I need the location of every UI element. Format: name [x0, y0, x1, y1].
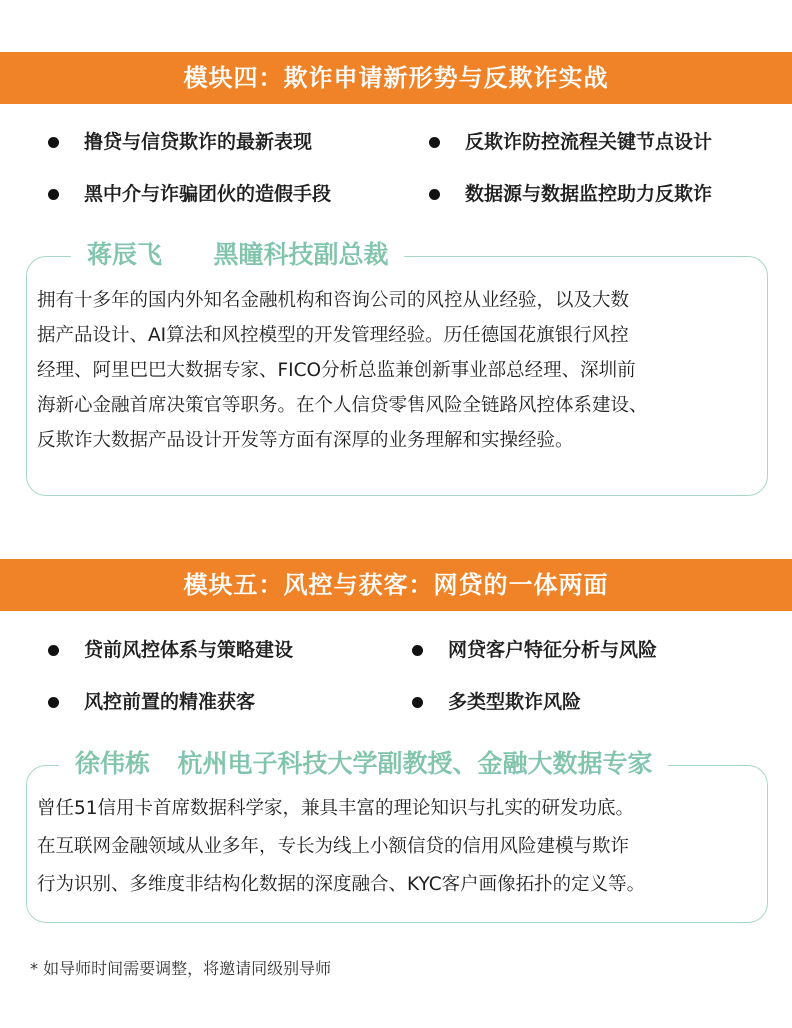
bullet-dot-icon	[412, 645, 423, 656]
bullet-dot-icon	[48, 697, 59, 708]
bio-line: 拥有十多年的国内外知名金融机构和咨询公司的风控从业经验，以及大数	[37, 290, 630, 311]
bullet-dot-icon	[412, 697, 423, 708]
module5-bullet-4: 多类型欺诈风险	[448, 691, 582, 713]
speaker-card-module4	[26, 240, 768, 496]
bio-line: 行为识别、多维度非结构化数据的深度融合、KYC客户画像拓扑的定义等。	[37, 874, 646, 895]
speaker-role: 杭州电子科技大学副教授、金融大数据专家	[177, 749, 653, 778]
module4-bullet-1: 撸贷与信贷欺诈的最新表现	[84, 131, 313, 153]
footnote: * 如导师时间需要调整，将邀请同级别导师	[30, 959, 332, 978]
module4-bullet-4: 数据源与数据监控助力反欺诈	[465, 183, 713, 205]
bio-line: 海新心金融首席决策官等职务。在个人信贷零售风险全链路风控体系建设、	[37, 395, 648, 416]
bio-line: 曾任51信用卡首席数据科学家，兼具丰富的理论知识与扎实的研发功底。	[37, 798, 635, 819]
module5-title: 模块五：风控与获客：网贷的一体两面	[183, 571, 609, 599]
module5-bullet-3: 风控前置的精准获客	[84, 691, 256, 713]
speaker-name: 徐伟栋	[75, 749, 151, 778]
bio-line: 在互联网金融领域从业多年，专长为线上小额信贷的信用风险建模与欺诈	[37, 836, 630, 857]
speaker-heading-module5	[59, 747, 668, 781]
module4-banner	[0, 52, 792, 104]
bullet-dot-icon	[429, 137, 440, 148]
bullet-dot-icon	[48, 645, 59, 656]
bio-line: 反欺诈大数据产品设计开发等方面有深厚的业务理解和实操经验。	[37, 430, 574, 451]
bio-line: 据产品设计、AI算法和风控模型的开发管理经验。历任德国花旗银行风控	[37, 325, 629, 346]
module4-bullet-2: 反欺诈防控流程关键节点设计	[465, 131, 713, 153]
bullet-dot-icon	[48, 137, 59, 148]
module5-bullet-2: 网贷客户特征分析与风险	[448, 639, 658, 661]
speaker-card-module5	[26, 749, 768, 923]
speaker-heading-module4	[71, 238, 404, 272]
speaker-bio-module4	[37, 283, 759, 458]
speaker-bio-module5	[37, 790, 759, 904]
module4-bullet-3: 黑中介与诈骗团伙的造假手段	[84, 183, 332, 205]
bullet-dot-icon	[48, 189, 59, 200]
module5-banner	[0, 559, 792, 611]
bullet-dot-icon	[429, 189, 440, 200]
module5-bullet-1: 贷前风控体系与策略建设	[84, 639, 294, 661]
speaker-role: 黑瞳科技副总裁	[213, 240, 389, 269]
speaker-name: 蒋辰飞	[87, 240, 163, 269]
module4-title: 模块四：欺诈申请新形势与反欺诈实战	[183, 64, 609, 92]
bio-line: 经理、阿里巴巴大数据专家、FICO分析总监兼创新事业部总经理、深圳前	[37, 360, 636, 381]
